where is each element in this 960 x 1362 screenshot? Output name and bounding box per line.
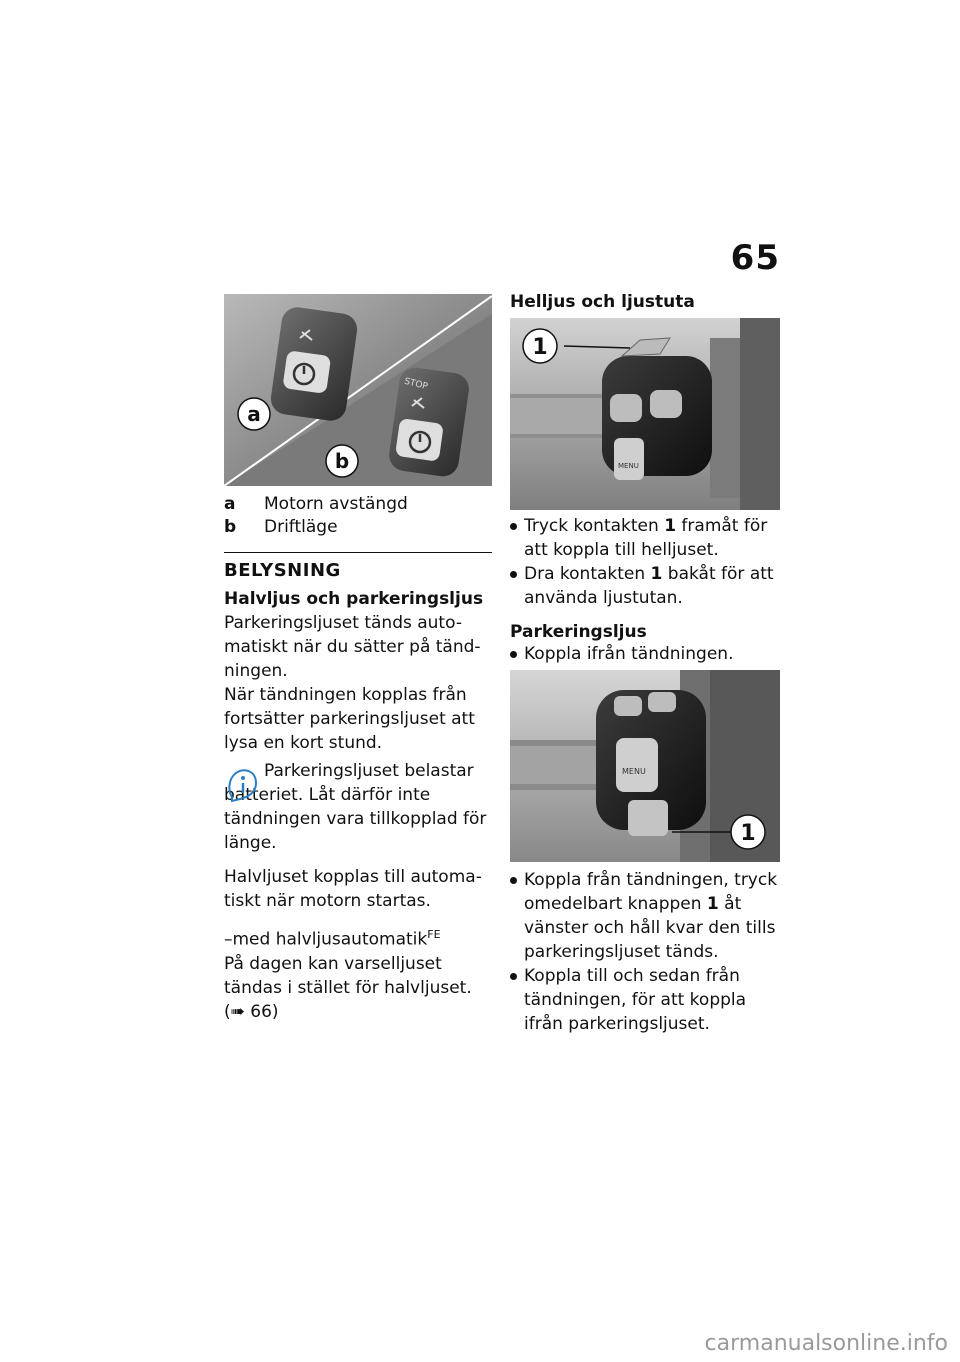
bullet-parking-on: Koppla från tändningen, tryck omedelbart knappen 1 åt vänster och håll kvar den tills parkeringsljuset tänds. bbox=[510, 868, 780, 964]
bullet-ignition-off: Koppla ifrån tändningen. bbox=[510, 642, 780, 666]
paragraph-ignition-off: När tändningen kopplas från fortsätter parkeringsljuset att lysa en kort stund. bbox=[224, 685, 475, 753]
heading-parkeringsljus: Parkeringsljus bbox=[510, 622, 647, 642]
legend-key: b bbox=[224, 517, 237, 537]
legend-text: Driftläge bbox=[264, 517, 338, 537]
figure2-label-1: 1 bbox=[740, 821, 756, 846]
note-block bbox=[224, 759, 494, 855]
section-divider bbox=[224, 552, 492, 553]
heading-halvljus: Halvljus och parkeringsljus bbox=[224, 589, 484, 609]
footer-watermark[interactable]: carmanualsonline.info bbox=[704, 1331, 948, 1356]
page-number: 65 bbox=[730, 238, 780, 278]
crossref-open: ( bbox=[224, 1001, 231, 1022]
figure-label-b: b bbox=[334, 449, 350, 473]
figure-highbeam-switch bbox=[510, 318, 780, 510]
bullet-highbeam-on: Tryck kontakten 1 framåt för att koppla till helljuset. bbox=[510, 514, 780, 562]
note-text: Parkeringsljuset belastar batteriet. Låt därför inte tändningen vara tillkopplad för länge. bbox=[224, 761, 487, 853]
highbeam-switch-illustration bbox=[510, 318, 780, 510]
figure-start-switch bbox=[224, 294, 492, 486]
paragraph-daytime-light: På dagen kan varselljuset tändas i stället för halvljuset. bbox=[224, 953, 472, 998]
legend-key: a bbox=[224, 494, 236, 514]
figure-parking-switch bbox=[510, 670, 780, 862]
section-title: BELYSNING bbox=[224, 560, 341, 581]
figure1-label-1: 1 bbox=[532, 335, 548, 360]
parking-switch-illustration bbox=[510, 670, 780, 862]
option-prefix: –med halvljusautomatik bbox=[224, 929, 428, 950]
menu-label: MENU bbox=[618, 462, 639, 470]
highbeam-instructions bbox=[510, 514, 780, 666]
crossref-page: 66) bbox=[250, 1001, 279, 1022]
bullet-parking-off: Koppla till och sedan från tändningen, för att koppla ifrån parkeringsljuset. bbox=[510, 964, 780, 1036]
paragraph-auto-lowbeam: Halvljuset kopplas till automa-tiskt när motorn startas. bbox=[224, 867, 482, 911]
option-line bbox=[224, 923, 494, 952]
info-note-icon bbox=[226, 767, 258, 803]
legend-text: Motorn avstängd bbox=[264, 494, 408, 514]
left-column bbox=[224, 560, 494, 1024]
legend-item-a bbox=[224, 492, 408, 516]
crossref-arrow-icon: ➠ bbox=[230, 1001, 245, 1022]
legend-item-b bbox=[224, 515, 338, 539]
paragraph-auto-parking: Parkeringsljuset tänds auto-matiskt när du sätter på tänd-ningen. bbox=[224, 613, 481, 681]
heading-helljus: Helljus och ljustuta bbox=[510, 292, 695, 312]
figure-label-a: a bbox=[247, 402, 261, 426]
stop-label: STOP bbox=[403, 376, 429, 393]
menu-label-2: MENU bbox=[622, 767, 646, 776]
parking-instructions bbox=[510, 868, 780, 1036]
option-code: FE bbox=[427, 928, 441, 941]
crossref[interactable] bbox=[224, 1000, 494, 1024]
bullet-flasher: Dra kontakten 1 bakåt för att använda ljustutan. bbox=[510, 562, 780, 610]
start-switch-illustration bbox=[224, 294, 492, 486]
